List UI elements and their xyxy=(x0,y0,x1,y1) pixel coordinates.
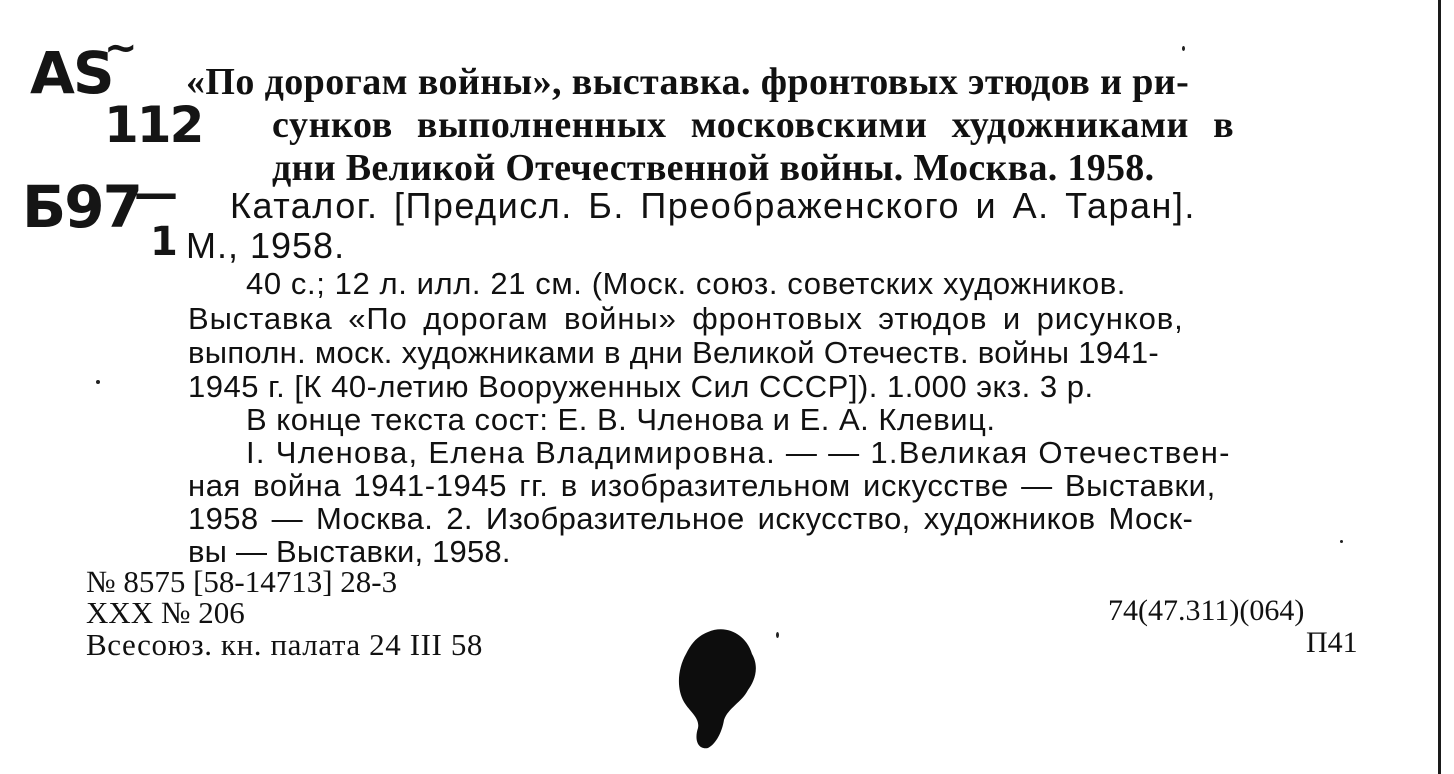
description-line-6: I. Членова, Елена Владимировна. — — 1.Великая Отечествен- xyxy=(246,435,1231,470)
footer-record-number: № 8575 [58-14713] 28-3 xyxy=(86,564,398,599)
description-line-3: выполн. моск. художниками в дни Великой Отечеств. войны 1941- xyxy=(188,335,1160,370)
footer-author-mark: П41 xyxy=(1306,626,1358,659)
catalog-line-1: Каталог. [Предисл. Б. Преображенского и А. Таран]. xyxy=(230,185,1196,226)
footer-chamber-date: Всесоюз. кн. палата 24 III 58 xyxy=(86,627,484,662)
handwritten-mark-1: AS xyxy=(30,39,113,107)
scan-speck xyxy=(1340,540,1343,543)
card-right-edge xyxy=(1438,0,1441,774)
description-line-5: В конце текста сост: Е. В. Членова и Е. А. Клевиц. xyxy=(246,402,996,437)
description-line-9: вы — Выставки, 1958. xyxy=(188,534,511,569)
title-line-1: «По дорогам войны», выставка. фронтовых этюдов и ри- xyxy=(186,61,1190,103)
handwritten-mark-4: 1 xyxy=(150,219,176,265)
catalog-line-2: М., 1958. xyxy=(186,225,346,266)
ink-blot xyxy=(668,624,768,754)
footer-series-number: XXX № 206 xyxy=(86,595,245,630)
handwritten-mark-3: Б97 xyxy=(22,173,141,241)
handwritten-mark-1-stroke: ~ xyxy=(104,25,136,71)
description-line-7: ная война 1941-1945 гг. в изобразительном искусстве — Выставки, xyxy=(188,468,1216,503)
title-line-3: дни Великой Отечественной войны. Москва. 1958. xyxy=(272,147,1155,189)
scan-speck xyxy=(96,380,100,384)
footer-classification: 74(47.311)(064) xyxy=(1108,594,1305,627)
description-line-8: 1958 — Москва. 2. Изобразительное искусство, художников Моск- xyxy=(188,501,1194,536)
title-line-2: сунков выполненных московскими художниками в xyxy=(272,104,1235,146)
handwritten-mark-3-stroke: — xyxy=(134,168,176,219)
handwritten-mark-2: 112 xyxy=(104,96,203,154)
description-line-1: 40 с.; 12 л. илл. 21 см. (Моск. союз. советских художников. xyxy=(246,266,1127,301)
description-line-4: 1945 г. [К 40-летию Вооруженных Сил СССР]). 1.000 экз. 3 р. xyxy=(188,369,1094,404)
scan-speck xyxy=(776,632,779,638)
scan-speck xyxy=(1182,46,1185,51)
description-line-2: Выставка «По дорогам войны» фронтовых этюдов и рисунков, xyxy=(188,301,1184,336)
